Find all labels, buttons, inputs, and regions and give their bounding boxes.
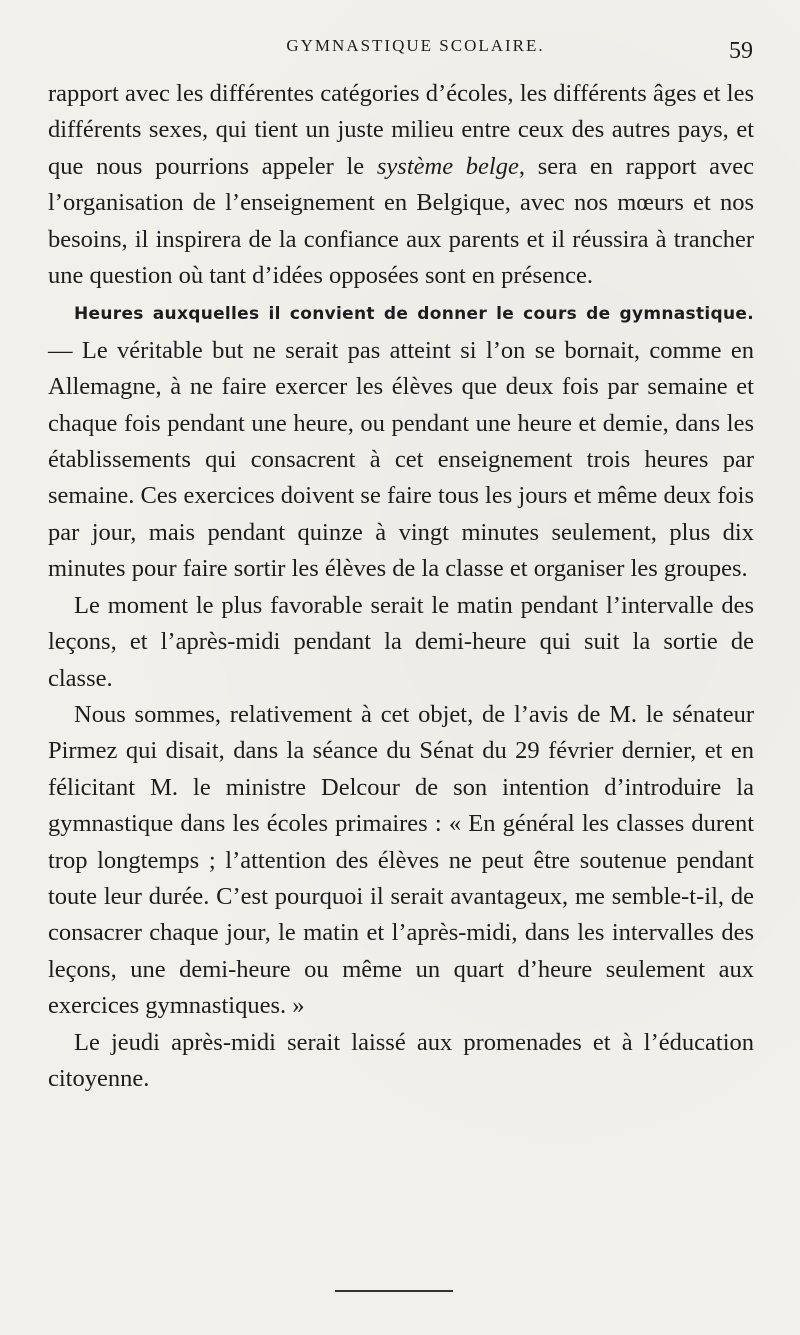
section-heading: Heures auxquelles il convient de donner le cours de gymnastique. bbox=[74, 304, 754, 325]
footer-rule bbox=[335, 1290, 453, 1292]
page-header bbox=[48, 32, 753, 66]
paragraph-1-text-a: rapport avec les différentes catégories d’écoles, les différents âges et les différents sexes, qui tient un juste milieu entre ceux des autres pays, et que nous pourrions appeler le bbox=[48, 80, 754, 180]
paragraph-1-italic: système belge bbox=[376, 152, 519, 180]
paragraph-4: Nous sommes, relativement à cet objet, de l’avis de M. le sénateur Pirmez qui disait, dans la séance du Sénat du 29 février dernier, et en félicitant M. le ministre Delcour de son intention d’introduire la gymnastique dans les écoles primaires : « En général les classes durent trop longtemps ; l’attention des élèves ne peut être soutenue pendant toute leur durée. C’est pourquoi il serait avantageux, me semble-t-il, de consacrer chaque jour, le matin et l’après-midi, dans les intervalles des leçons, une demi-heure ou même un quart d’heure seulement aux exercices gymnastiques. » bbox=[48, 700, 754, 1020]
paragraph-2-text: — Le véritable but ne serait pas atteint si l’on se bornait, comme en Allemagne, à ne faire exercer les élèves que deux fois par semaine et chaque fois pendant une heure, ou pendant une heure et demie, dans les établissements qui consacrent à cet enseignement trois heures par semaine. Ces exercices doivent se faire tous les jours et même deux fois par jour, mais pendant quinze à vingt minutes seulement, plus dix minutes pour faire sortir les élèves de la classe et organiser les groupes. bbox=[48, 336, 754, 583]
paragraph-5: Le jeudi après-midi serait laissé aux promenades et à l’éducation citoyenne. bbox=[48, 1028, 754, 1092]
paragraph-2 bbox=[48, 294, 754, 587]
paragraph-1 bbox=[48, 76, 754, 294]
paragraph-1-text-b: , sera en rapport avec l’organisation de l’enseignement en Belgique, avec nos mœurs et nos besoins, il inspirera de la confiance aux parents et il réussira à trancher une question où tant d’idées opposées sont en présence. bbox=[48, 152, 755, 290]
body-text bbox=[48, 76, 754, 1097]
page-number: 59 bbox=[729, 38, 753, 64]
paragraph-3: Le moment le plus favorable serait le matin pendant l’intervalle des leçons, et l’après-midi pendant la demi-heure qui suit la sortie de classe. bbox=[48, 591, 754, 692]
running-head: GYMNASTIQUE SCOLAIRE. bbox=[286, 36, 545, 55]
